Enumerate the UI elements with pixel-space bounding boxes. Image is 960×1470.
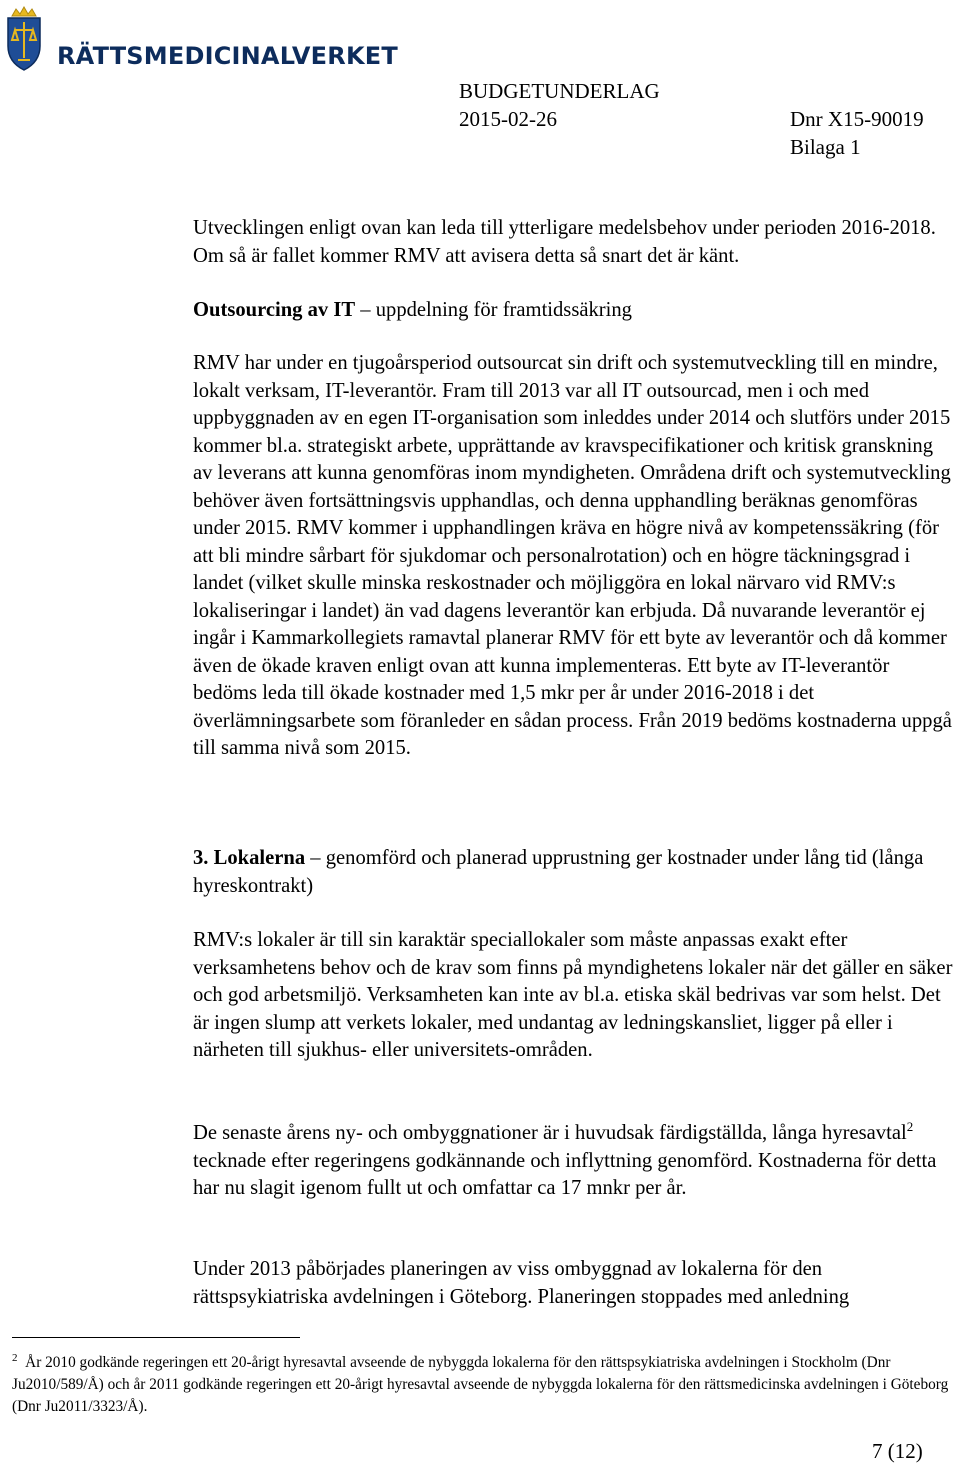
page-number: 7 (12) <box>872 1439 923 1463</box>
doc-dnr: Dnr X15-90019 <box>790 107 924 131</box>
paragraph-lokaler-1: RMV:s lokaler är till sin karaktär speciallokaler som måste anpassas exakt efter verksamhetens behov och de krav som finns på myndighetens lokaler när det gäller en säker och god arbetsmiljö. Verksamheten kan inte av bl.a. etiska skäl bedrivas var som helst. Det är ingen slump att verkets lokaler, med undantag av ledningskansliet, ligger på eller i närheten till sjukhus- eller universitets-områden. <box>193 929 953 1061</box>
section-heading-lokalerna-rest: – genomförd och planerad upprustning ger kostnader under lång tid (långa hyreskontrakt) <box>193 847 924 897</box>
paragraph-lokaler-2-a: De senaste årens ny- och ombyggnationer är i huvudsak färdigställda, långa hyresavtal <box>193 1122 907 1144</box>
logo-text: RÄTTSMEDICINALVERKET <box>57 42 398 70</box>
paragraph-lokaler-2 <box>193 1120 953 1203</box>
section-heading-lokalerna <box>193 845 953 900</box>
section-heading-it-bold: Outsourcing av IT <box>193 299 356 321</box>
footnote-mark: 2 <box>12 1351 18 1364</box>
section-heading-lokalerna-bold: 3. Lokalerna <box>193 847 306 869</box>
logo <box>4 6 398 76</box>
paragraph-lokaler-3: Under 2013 påbörjades planeringen av viss ombyggnad av lokalerna för den rättspsykiatriska avdelningen i Göteborg. Planeringen stoppades med anledning <box>193 1258 850 1308</box>
footnote <box>12 1352 952 1418</box>
paragraph-intro: Utvecklingen enligt ovan kan leda till ytterligare medelsbehov under perioden 2016-2018. Om så är fallet kommer RMV att avisera detta så snart det är känt. <box>193 217 936 267</box>
section-heading-it <box>193 297 953 325</box>
coat-of-arms-icon <box>4 6 44 72</box>
doc-type: BUDGETUNDERLAG <box>459 79 660 103</box>
doc-bilaga: Bilaga 1 <box>790 135 861 159</box>
paragraph-it: RMV har under en tjugoårsperiod outsourcat sin drift och systemutveckling till en mindre, lokalt verksam, IT-leverantör. Fram till 2013 var all IT outsourcad, men i och med uppbyggnaden av en egen IT-organisation som inleddes under 2014 och slutförs under 2015 kommer bl.a. strategiskt arbete, upprättande av kravspecifikationer och kritisk granskning av leverans att kunna genomföras inom myndigheten. Områdena drift och systemutveckling behöver även fortsättningsvis upphandlas, och denna upphandling beräknas genomföras under 2015. RMV kommer i upphandlingen kräva en högre nivå av kompetenssäkring (för att bli mindre sårbart för sjukdomar och personalrotation) och en högre täckningsgrad i landet (vilket skulle minska reskostnader och möjliggöra en lokal närvaro vid RMV:s lokaliseringar i landet) än vad dagens leverantör kan erbjuda. Då nuvarande leverantör ej ingår i Kammarkollegiets ramavtal planerar RMV för ett byte av leverantör och då kommer även de ökade kraven enligt ovan att kunna implementeras. Ett byte av IT-leverantör bedöms leda till ökade kostnader med 1,5 mkr per år under 2016-2018 i det överlämningsarbete som föranleder en sådan process. Från 2019 bedöms kostnaderna uppgå till samma nivå som 2015. <box>193 352 952 759</box>
doc-date: 2015-02-26 <box>459 107 557 131</box>
section-heading-it-rest: – uppdelning för framtidssäkring <box>355 299 632 321</box>
paragraph-lokaler-2-b: tecknade efter regeringens godkännande och inflyttning genomförd. Kostnaderna för detta har nu slagit igenom fullt ut och omfattar ca 17 mnkr per år. <box>193 1149 937 1199</box>
footnote-text: År 2010 godkände regeringen ett 20-årigt hyresavtal avseende de nybyggda lokalerna för den rättspsykiatriska avdelningen i Stockholm (Dnr Ju2010/589/Å) och år 2011 godkände regeringen ett 20-årigt hyresavtal avseende de nybyggda lokalerna för den rättsmedicinska avdelningen i Göteborg (Dnr Ju2011/3323/Å). <box>12 1354 949 1415</box>
footnote-reference: 2 <box>906 1119 914 1135</box>
footnote-separator <box>12 1337 300 1338</box>
